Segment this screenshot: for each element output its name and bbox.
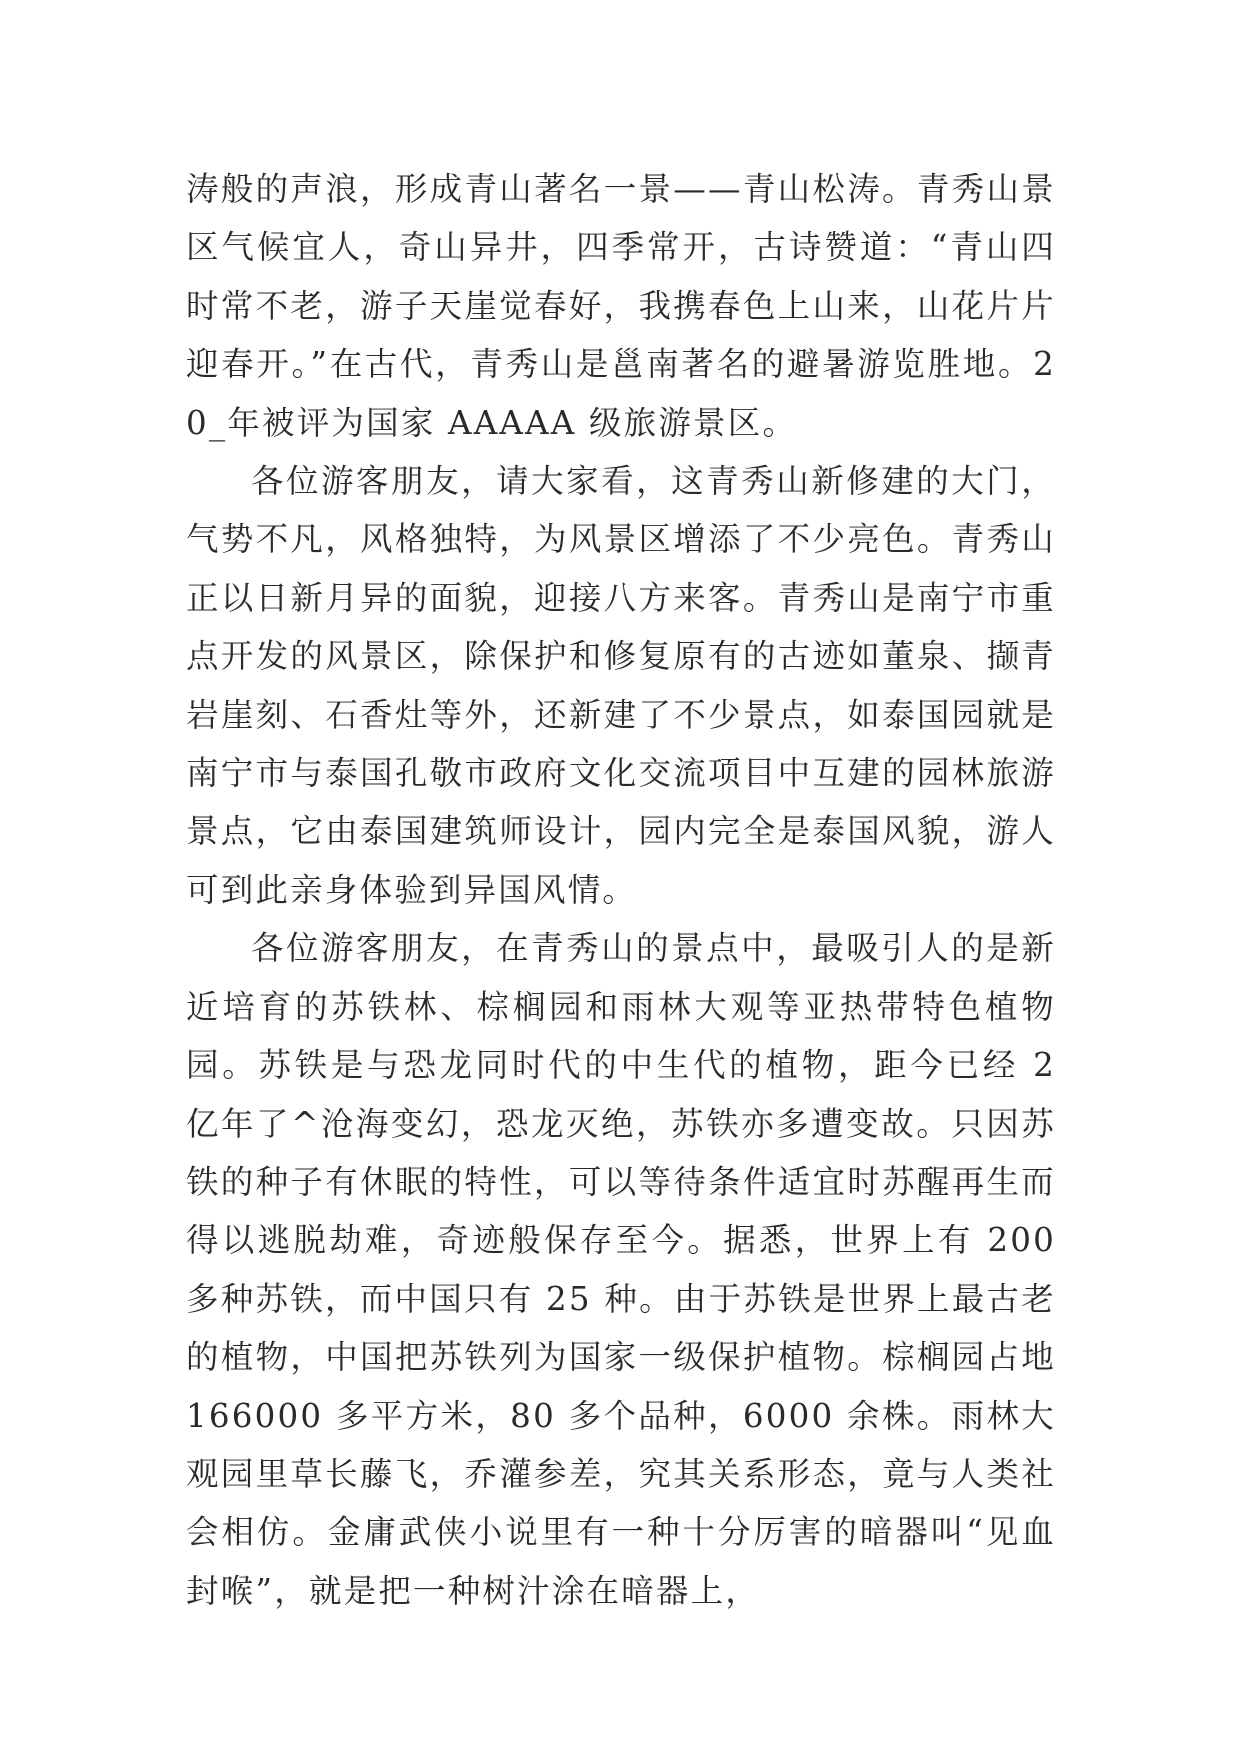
paragraph-1: 涛般的声浪，形成青山著名一景——青山松涛。青秀山景区气候宜人，奇山异井，四季常开，古诗赞道：“青山四时常不老，游子天崖觉春好，我携春色上山来，山花片片迎春开。”在古代，青秀山是邕南著名的避暑游览胜地。20_年被评为国家 AAAAA 级旅游景区。 <box>186 170 1056 442</box>
body-text <box>186 160 1056 1620</box>
paragraph-2: 各位游客朋友，请大家看，这青秀山新修建的大门，气势不凡，风格独特，为风景区增添了不少亮色。青秀山正以日新月异的面貌，迎接八方来客。青秀山是南宁市重点开发的风景区，除保护和修复原有的古迹如董泉、撷青岩崖刻、石香灶等外，还新建了不少景点，如泰国园就是南宁市与泰国孔敬市政府文化交流项目中互建的园林旅游景点，它由泰国建筑师设计，园内完全是泰国风貌，游人可到此亲身体验到异国风情。 <box>186 462 1056 909</box>
paragraph-3: 各位游客朋友，在青秀山的景点中，最吸引人的是新近培育的苏铁林、棕榈园和雨林大观等亚热带特色植物园。苏铁是与恐龙同时代的中生代的植物，距今已经 2 亿年了^沧海变幻，恐龙灭绝，苏铁亦多遭变故。只因苏铁的种子有休眠的特性，可以等待条件适宜时苏醒再生而得以逃脱劫难，奇迹般保存至今。据悉，世界上有 200 多种苏铁，而中国只有 25 种。由于苏铁是世界上最古老的植物，中国把苏铁列为国家一级保护植物。棕榈园占地 166000 多平方米，80 多个品种，6000 余株。雨林大观园里草长藤飞，乔灌参差，究其关系形态，竟与人类社会相仿。金庸武侠小说里有一种十分厉害的暗器叫“见血封喉”，就是把一种树汁涂在暗器上， <box>186 929 1056 1610</box>
